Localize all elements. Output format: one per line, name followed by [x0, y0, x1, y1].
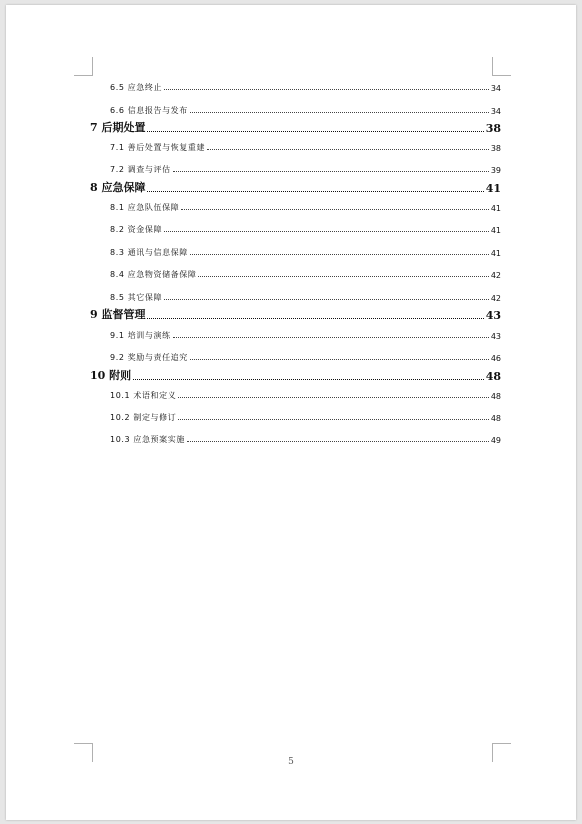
toc-page-number: 39	[490, 166, 501, 175]
toc-leader	[178, 396, 488, 398]
toc-entry-label: 8.3 通讯与信息保障	[110, 248, 188, 257]
toc-leader	[133, 378, 484, 380]
toc-entry-label: 8.1 应急队伍保障	[110, 203, 180, 212]
toc-page-number: 43	[485, 309, 501, 322]
toc-entry[interactable]	[90, 246, 501, 258]
toc-entry[interactable]	[90, 433, 501, 445]
toc-leader	[198, 275, 488, 277]
toc-leader	[147, 190, 483, 192]
toc-page-number: 48	[485, 370, 501, 383]
toc-entry-label: 10.2 制定与修订	[110, 413, 177, 422]
toc-page-number: 46	[490, 354, 501, 363]
toc-entry[interactable]	[90, 411, 501, 423]
toc-page-number: 41	[490, 204, 501, 213]
toc-chapter-label: 7 后期处置	[90, 121, 146, 134]
toc-page-number: 34	[490, 107, 501, 116]
toc-leader	[190, 111, 489, 113]
toc-page-number: 48	[490, 392, 501, 401]
toc-entry[interactable]	[90, 201, 501, 213]
document-page	[6, 5, 576, 820]
toc-entry[interactable]	[90, 389, 501, 401]
toc-leader	[178, 418, 488, 420]
toc-leader	[190, 253, 489, 255]
toc-leader	[207, 148, 489, 150]
toc-page-number: 41	[485, 182, 501, 195]
toc-leader	[187, 440, 489, 442]
toc-entry[interactable]	[90, 223, 501, 235]
toc-page-number: 49	[490, 436, 501, 445]
crop-mark-top-left	[74, 57, 93, 76]
toc-entry-label: 7.2 调查与评估	[110, 165, 171, 174]
toc-entry[interactable]	[90, 104, 501, 116]
toc-entry-label: 7.1 善后处置与恢复重建	[110, 143, 206, 152]
toc-entry[interactable]	[90, 329, 501, 341]
toc-entry-label: 9.2 奖励与责任追究	[110, 353, 188, 362]
toc-leader	[147, 130, 483, 132]
toc-leader	[173, 170, 489, 172]
toc-page-number: 43	[490, 332, 501, 341]
toc-chapter[interactable]	[90, 368, 501, 383]
toc-entry-label: 9.1 培训与演练	[110, 331, 171, 340]
toc-page-number: 38	[485, 122, 501, 135]
toc-page-number: 41	[490, 249, 501, 258]
toc-entry[interactable]	[90, 268, 501, 280]
toc-page-number: 42	[490, 271, 501, 280]
crop-mark-top-right	[492, 57, 511, 76]
toc-page-number: 34	[490, 84, 501, 93]
toc-chapter[interactable]	[90, 120, 501, 135]
toc-entry[interactable]	[90, 291, 501, 303]
toc-leader	[173, 336, 489, 338]
toc-chapter-label: 10 附则	[90, 369, 132, 382]
toc-entry-label: 10.3 应急预案实施	[110, 435, 185, 444]
toc-leader	[164, 88, 489, 90]
toc-page-number: 42	[490, 294, 501, 303]
toc-entry-label: 6.5 应急终止	[110, 83, 163, 92]
toc-entry[interactable]	[90, 141, 501, 153]
toc-entry-label: 8.2 资金保障	[110, 225, 163, 234]
toc-chapter-label: 9 监督管理	[90, 308, 146, 321]
toc-entry[interactable]	[90, 163, 501, 175]
toc-leader	[190, 358, 489, 360]
toc-entry-label: 6.6 信息报告与发布	[110, 106, 188, 115]
toc-chapter[interactable]	[90, 180, 501, 195]
toc-leader	[181, 208, 489, 210]
toc-entry-label: 10.1 术语和定义	[110, 391, 177, 400]
toc-page-number: 38	[490, 144, 501, 153]
toc-entry-label: 8.4 应急物资储备保障	[110, 270, 197, 279]
toc-leader	[164, 230, 489, 232]
toc-leader	[147, 317, 483, 319]
toc-page-number: 48	[490, 414, 501, 423]
toc-chapter-label: 8 应急保障	[90, 181, 146, 194]
toc-entry[interactable]	[90, 351, 501, 363]
toc-entry[interactable]	[90, 81, 501, 93]
toc-leader	[164, 298, 489, 300]
toc-entry-label: 8.5 其它保障	[110, 293, 163, 302]
toc-chapter[interactable]	[90, 307, 501, 322]
page-number: 5	[288, 757, 294, 767]
toc-page-number: 41	[490, 226, 501, 235]
